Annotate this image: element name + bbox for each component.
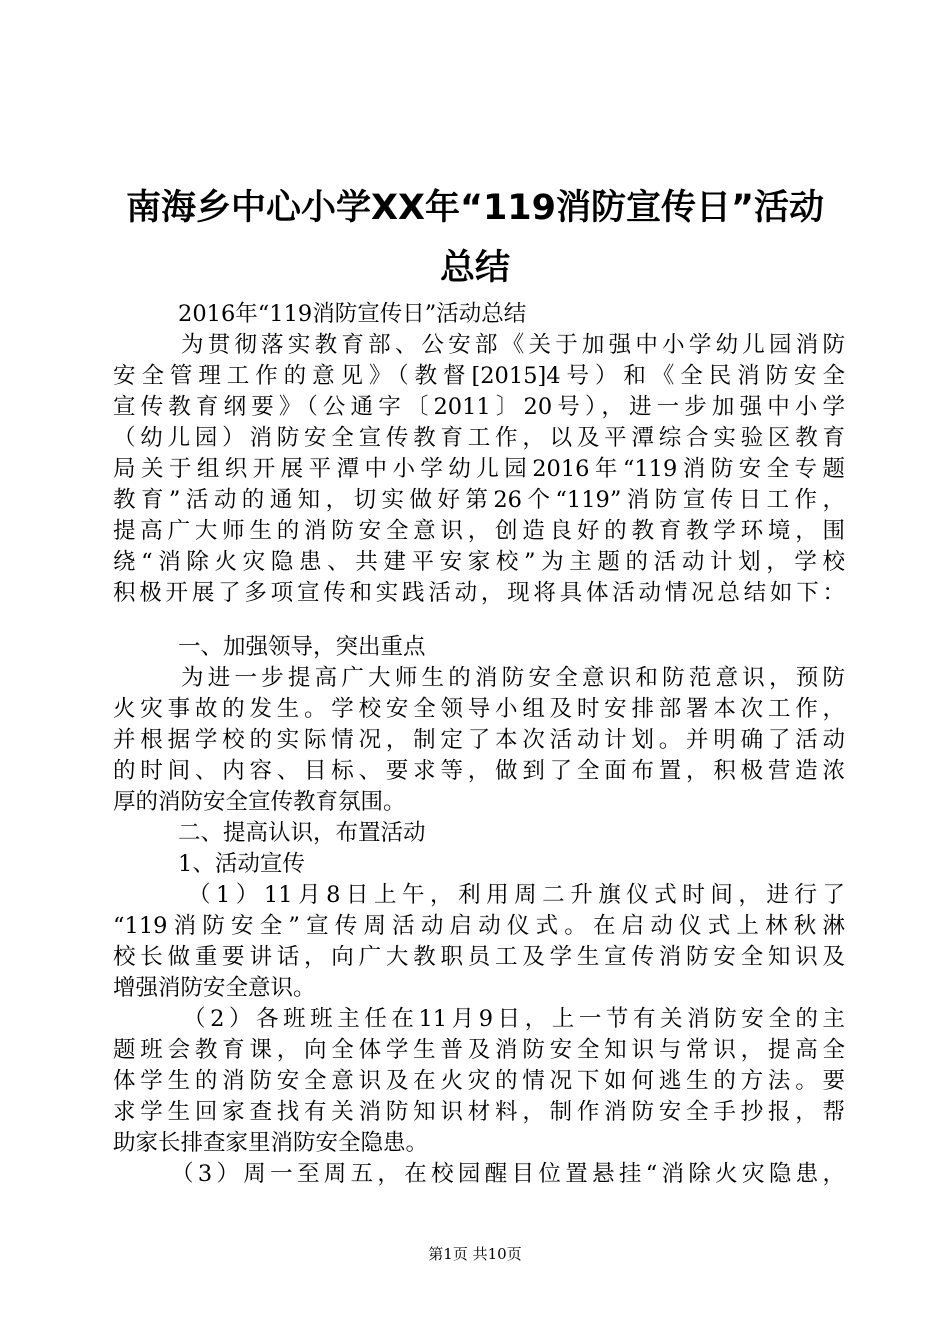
paragraph-line: 绕“消除火灾隐患、共建平安家校”为主题的活动计划，学校 [113,549,845,575]
paragraph-line: 安全管理工作的意见》（教督[2015]4号）和《全民消防安全 [113,363,845,389]
paragraph-line: 教育”活动的通知，切实做好第26个“119”消防宣传日工作， [113,487,845,513]
paragraph-line: 题班会教育课，向全体学生普及消防安全知识与常识，提高全 [113,1037,845,1063]
subsection-heading: 1、活动宣传 [178,851,305,877]
paragraph-line: （3）周一至周五，在校园醒目位置悬挂“消除火灾隐患， [171,1161,845,1187]
paragraph-line: 求学生回家查找有关消防知识材料，制作消防安全手抄报，帮 [113,1099,845,1125]
paragraph-line: （2）各班班主任在11月9日，上一节有关消防安全的主 [183,1006,845,1032]
section-heading-1: 一、加强领导，突出重点 [178,634,426,660]
paragraph-line: 火灾事故的发生。学校安全领导小组及时安排部署本次工作， [113,696,845,722]
paragraph-line: 积极开展了多项宣传和实践活动，现将具体活动情况总结如下： [113,580,845,606]
paragraph-line: 助家长排查家里消防安全隐患。 [113,1130,429,1156]
paragraph-line: 校长做重要讲话，向广大教职员工及学生宣传消防安全知识及 [113,944,845,970]
paragraph-line: 提高广大师生的消防安全意识，创造良好的教育教学环境，围 [113,518,845,544]
paragraph-line: 局关于组织开展平潭中小学幼儿园2016年“119消防安全专题 [113,456,845,482]
paragraph-line: （1）11月8日上午，利用周二升旗仪式时间，进行了 [188,882,845,908]
paragraph-line: 宣传教育纲要》（公通字〔2011〕20号），进一步加强中小学 [113,394,845,420]
paragraph-line: “119消防安全”宣传周活动启动仪式。在启动仪式上林秋淋 [113,913,845,939]
paragraph-line: 体学生的消防安全意识及在火灾的情况下如何逃生的方法。要 [113,1068,845,1094]
paragraph-line: 为进一步提高广大师生的消防安全意识和防范意识，预防 [181,665,845,691]
subtitle-line: 2016年“119消防宣传日”活动总结 [178,301,527,327]
section-heading-2: 二、提高认识，布置活动 [178,820,426,846]
paragraph-line: （幼儿园）消防安全宣传教育工作，以及平潭综合实验区教育 [113,425,845,451]
document-title-line-2: 总结 [439,248,510,288]
page-number-footer: 第1页 共10页 [428,1245,522,1263]
paragraph-line: 并根据学校的实际情况，制定了本次活动计划。并明确了活动 [113,727,845,753]
paragraph-line: 的时间、内容、目标、要求等，做到了全面布置，积极营造浓 [113,758,845,784]
paragraph-line: 为贯彻落实教育部、公安部《关于加强中小学幼儿园消防 [181,332,845,358]
paragraph-line: 增强消防安全意识。 [113,975,316,1001]
paragraph-line: 厚的消防安全宣传教育氛围。 [113,789,406,815]
document-title-line-1: 南海乡中心小学XX年“119消防宣传日”活动 [125,188,825,228]
